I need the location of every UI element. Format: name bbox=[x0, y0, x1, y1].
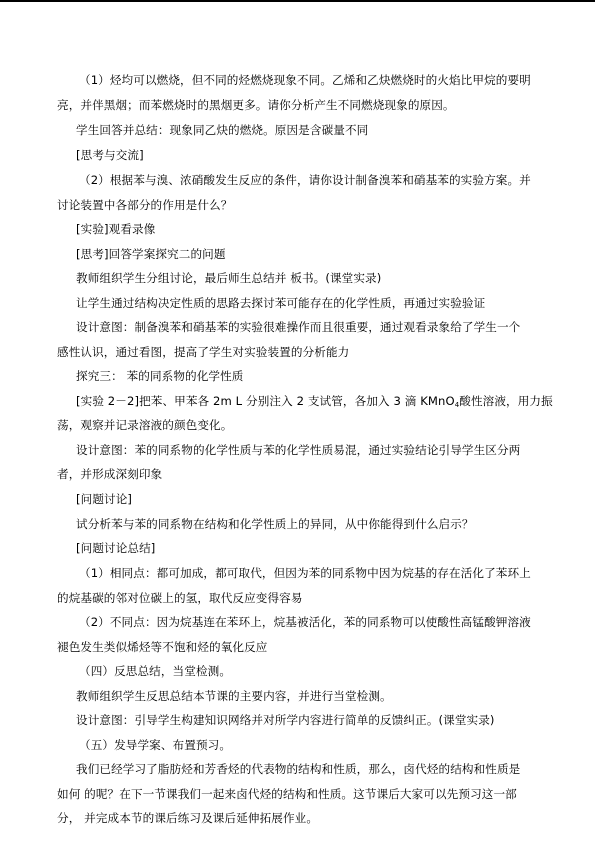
paragraph-line: 的烷基碳的邻对位碳上的氢，取代反应变得容易 bbox=[57, 591, 303, 605]
paragraph-line: 让学生通过结构决定性质的思路去探讨苯可能存在的化学性质，再通过实验验证 bbox=[76, 296, 486, 310]
experiment-text-b: 酸性溶液，用力振 bbox=[459, 394, 553, 408]
paragraph-line: 亮，并伴黑烟；而苯燃烧时的黑烟更多。请你分析产生不同燃烧现象的原因。 bbox=[57, 98, 455, 112]
paragraph-line: 教师组织学生分组讨论，最后师生总结并 板书。(课堂实录) bbox=[76, 271, 382, 285]
section-heading: [问题讨论] bbox=[76, 492, 133, 506]
paragraph-line: （2）不同点：因为烷基连在苯环上，烷基被活化，苯的同系物可以使酸性高锰酸钾溶液 bbox=[79, 615, 531, 629]
paragraph-line: （1）烃均可以燃烧，但不同的烃燃烧现象不同。乙烯和乙炔燃烧时的火焰比甲烷的要明 bbox=[79, 73, 531, 87]
experiment-text-a: [实验 2－2]把苯、甲苯各 2m L 分别注入 2 支试管，各加入 3 滴 KMnO bbox=[76, 394, 455, 408]
section-heading: [思考与交流] bbox=[76, 148, 144, 162]
paragraph-line: 设计意图：苯的同系物的化学性质与苯的化学性质易混，通过实验结论引导学生区分两 bbox=[76, 443, 521, 457]
paragraph-line: 者，并形成深刻印象 bbox=[57, 467, 163, 481]
paragraph-line: 设计意图：制备溴苯和硝基苯的实验很难操作而且很重要，通过观看录象给了学生一个 bbox=[76, 320, 521, 334]
section-heading: [问题讨论总结] bbox=[76, 541, 156, 555]
section-heading: （四）反思总结，当堂检测。 bbox=[79, 664, 232, 678]
section-heading: （五）发导学案、布置预习。 bbox=[79, 738, 232, 752]
paragraph-line: （2）根据苯与溴、浓硝酸发生反应的条件，请你设计制备溴苯和硝基苯的实验方案。并 bbox=[79, 173, 531, 187]
paragraph-line: 设计意图：引导学生构建知识网络并对所学内容进行简单的反馈纠正。(课堂实录) bbox=[76, 713, 495, 727]
section-heading: [思考]回答学案探究二的问题 bbox=[76, 247, 226, 261]
paragraph-line: 讨论装置中各部分的作用是什么？ bbox=[57, 198, 233, 212]
page-top-rule bbox=[0, 0, 595, 2]
experiment-line bbox=[76, 394, 553, 412]
paragraph-line: 我们已经学习了脂肪烃和芳香烃的代表物的结构和性质，那么，卤代烃的结构和性质是 bbox=[76, 762, 521, 776]
paragraph-line: 教师组织学生反思总结本节课的主要内容，并进行当堂检测。 bbox=[76, 689, 392, 703]
paragraph-line: 分， 并完成本节的课后练习及课后延伸拓展作业。 bbox=[57, 811, 319, 825]
paragraph-line: 荡，观察并记录溶液的颜色变化。 bbox=[57, 418, 233, 432]
section-heading: [实验]观看录像 bbox=[76, 222, 156, 236]
paragraph-line: （1）相同点：都可加成，都可取代，但因为苯的同系物中因为烷基的存在活化了苯环上 bbox=[79, 566, 531, 580]
paragraph-line: 感性认识，通过看图，提高了学生对实验装置的分析能力 bbox=[57, 345, 350, 359]
subscript-4: 4 bbox=[454, 401, 460, 409]
paragraph-line: 褪色发生类似烯烃等不饱和烃的氧化反应 bbox=[57, 640, 268, 654]
paragraph-line: 如何 的呢？在下一节课我们一起来卤代烃的结构和性质。这节课后大家可以先预习这一部 bbox=[57, 787, 517, 801]
section-heading: 探究三： 苯的同系物的化学性质 bbox=[76, 369, 244, 383]
paragraph-line: 学生回答并总结：现象同乙炔的燃烧。原因是含碳量不同 bbox=[76, 123, 369, 137]
paragraph-line: 试分析苯与苯的同系物在结构和化学性质上的异同，从中你能得到什么启示？ bbox=[76, 517, 474, 531]
